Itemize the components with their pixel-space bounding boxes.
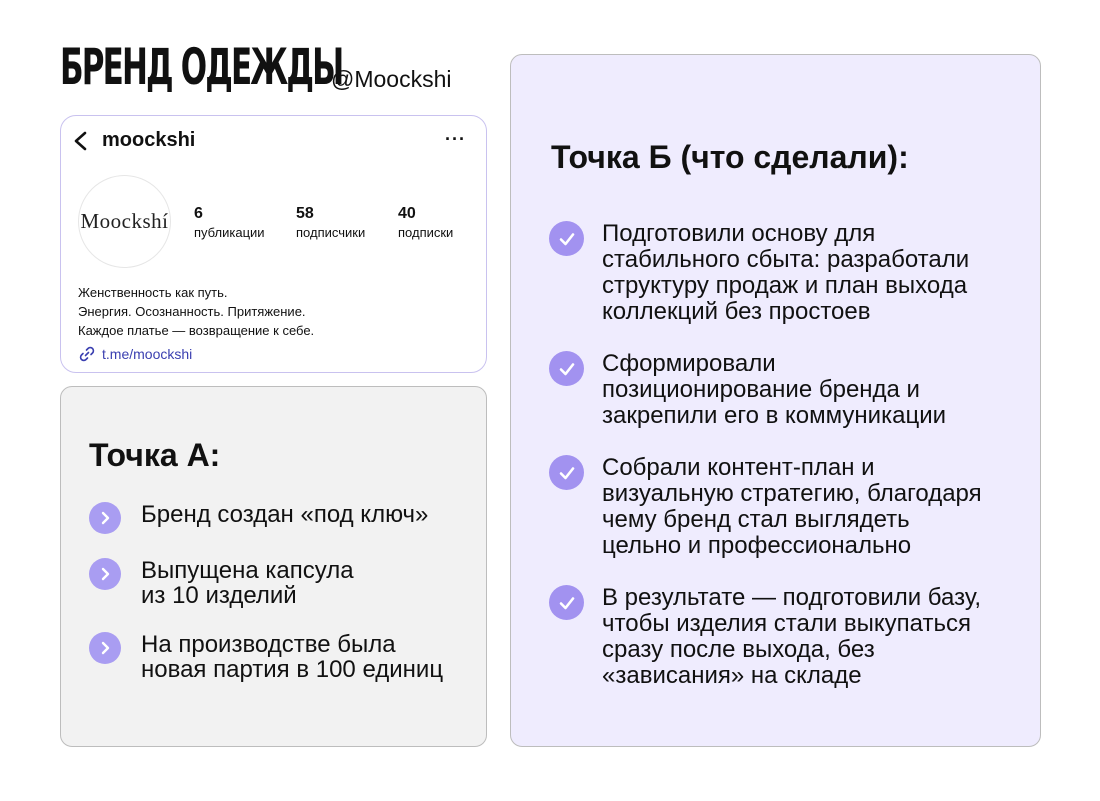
list-item [549,351,1032,429]
point-b-title: Точка Б (что сделали): [551,139,909,175]
list-item [89,558,471,608]
profile-link[interactable] [78,345,192,363]
chevron-right-icon [89,558,121,590]
stat-label: подписки [398,225,454,240]
link-icon [78,345,96,363]
bio-line: Энергия. Осознанность. Притяжение. [78,304,306,319]
check-icon [549,455,584,490]
chevron-right-icon [89,502,121,534]
check-icon [549,221,584,256]
bio-line: Женственность как путь. [78,285,228,300]
stat-value: 40 [398,205,416,222]
brand-handle: @Moockshi [331,66,452,92]
list-item-text: Подготовили основу для стабильного сбыта: разработали структуру продаж и план выхода коллекций без простоев [602,220,970,325]
avatar-logo: Moockshí [80,209,169,233]
chevron-left-icon[interactable] [71,130,91,152]
stat-followers[interactable] [296,204,365,241]
list-item [549,585,1032,689]
list-item-text: Сформировали позиционирование бренда и закрепили его в коммуникации [602,350,947,429]
profile-bio [78,283,314,340]
list-item-text: Собрали контент-план и визуальную стратегию, благодаря чему бренд стал выглядеть цельно и профессионально [602,454,982,559]
list-item-text: В результате — подготовили базу, чтобы изделия стали выкупаться сразу после выхода, без «зависания» на складе [602,584,982,689]
bio-line: Каждое платье — возвращение к себе. [78,323,315,338]
stat-label: подписчики [296,225,366,240]
list-item-text: На производстве была новая партия в 100 единиц [141,631,444,683]
point-b-panel [510,54,1041,747]
stat-posts[interactable] [194,204,265,241]
list-item [549,221,1032,325]
point-a-panel [60,386,487,747]
list-item [89,502,471,534]
check-icon [549,585,584,620]
list-item-text: Выпущена капсула из 10 изделий [141,557,354,609]
stat-value: 58 [296,205,314,222]
list-item-text: Бренд создан «под ключ» [141,501,429,528]
profile-card [60,115,487,373]
point-a-title: Точка А: [89,437,221,473]
more-dots-icon[interactable]: ··· [445,129,466,149]
list-item [549,455,1032,559]
stat-following[interactable] [398,204,453,241]
stat-label: публикации [194,225,265,240]
check-icon [549,351,584,386]
link-text[interactable]: t.me/moockshi [102,346,193,362]
stat-value: 6 [194,205,203,222]
profile-username: moockshi [102,129,196,151]
chevron-right-icon [89,632,121,664]
avatar[interactable] [78,175,171,268]
page-title: БРЕНД ОДЕЖДЫ [60,38,343,96]
list-item [89,632,471,682]
